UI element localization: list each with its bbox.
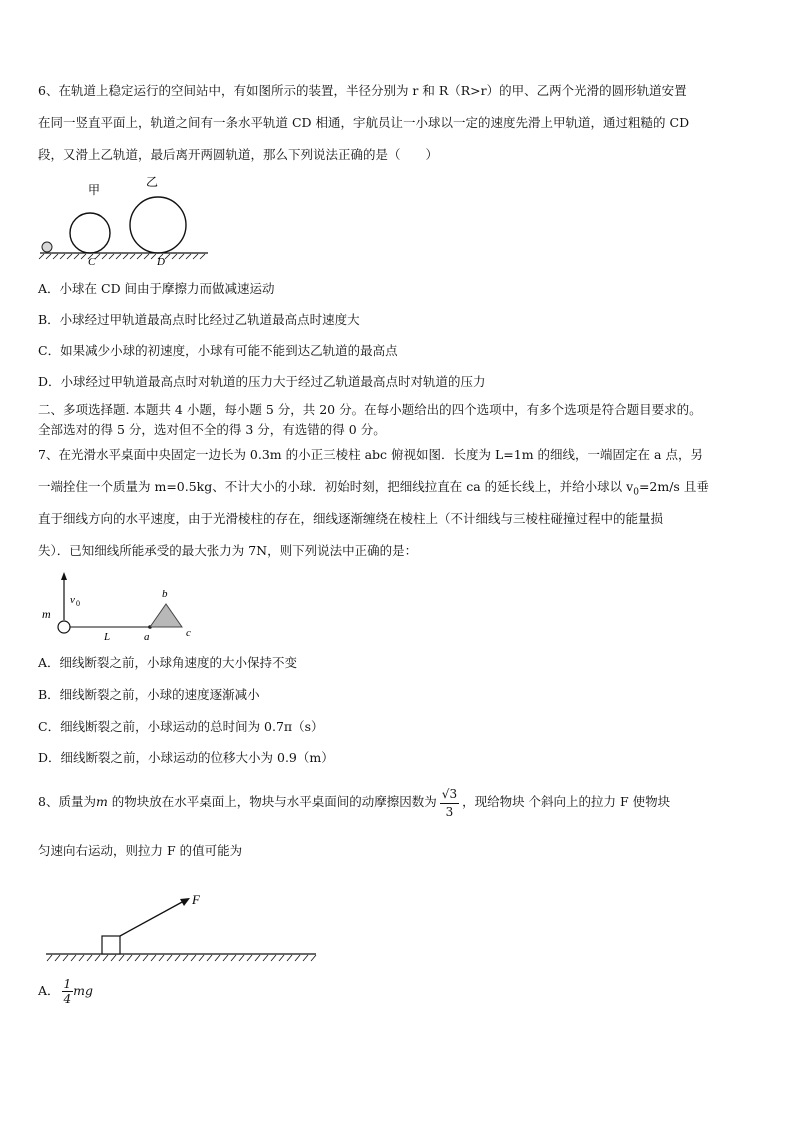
- label-c: C: [88, 256, 96, 268]
- section2-line2: 全部选对的得 5 分，选对但不全的得 3 分，有选错的得 0 分。: [38, 422, 386, 437]
- q6-stem-line3: 段，又滑上乙轨道，最后离开两圆轨道，那么下列说法正确的是（ ）: [38, 147, 439, 162]
- label-a: a: [144, 631, 150, 643]
- q7-stem-line2: 一端拴住一个质量为 m=0.5kg、不计大小的小球．初始时刻，把细线拉直在 ca 的延长线上，并给小球以 $v_0=2m/s$ 且垂: [38, 479, 709, 498]
- triangle-prism: [150, 604, 182, 627]
- label-d: D: [157, 256, 165, 268]
- q7-option-a: A．细线断裂之前，小球角速度的大小保持不变: [38, 655, 298, 670]
- option-a-fraction: $\frac{1}{4}$: [63, 977, 72, 1006]
- label-b: b: [162, 588, 168, 600]
- label-L: L: [104, 631, 111, 643]
- q6-stem-line1: 6、在轨道上稳定运行的空间站中，有如图所示的装置，半径分别为 r 和 R（R>r）的甲、乙两个光滑的圆形轨道安置: [38, 83, 687, 98]
- q7-stem-line3: 直于细线方向的水平速度，由于光滑棱柱的存在，细线逐渐缠绕在棱柱上（不计细线与三棱柱碰撞过程中的能量损: [38, 511, 664, 526]
- q6-stem-line2: 在同一竖直平面上，轨道之间有一条水平轨道 CD 相通，宇航员让一小球以一定的速度先滑上甲轨道，通过粗糙的 CD: [38, 115, 690, 130]
- q6-option-b: B．小球经过甲轨道最高点时比经过乙轨道最高点时速度大: [38, 312, 360, 327]
- section2-line1: 二、多项选择题. 本题共 4 小题，每小题 5 分，共 20 分。在每小题给出的四个选项中，有多个选项是符合题目要求的。: [38, 402, 702, 417]
- label-v-sub: 0: [76, 599, 80, 608]
- q7-option-b: B．细线断裂之前，小球的速度逐渐减小: [38, 687, 260, 702]
- label-F: F: [192, 892, 200, 907]
- label-m: m: [42, 607, 51, 621]
- label-jia: 甲: [88, 183, 101, 197]
- q6-option-c: C．如果减少小球的初速度，小球有可能不能到达乙轨道的最高点: [38, 343, 398, 358]
- block: [102, 936, 120, 954]
- q7-stem-line4: 失）．已知细线所能承受的最大张力为 7N，则下列说法中正确的是：: [38, 543, 418, 558]
- q7-option-c: C．细线断裂之前，小球运动的总时间为 0.7π（s）: [38, 719, 324, 734]
- ball-icon: [42, 242, 52, 252]
- q8-figure: [40, 880, 320, 970]
- track-jia: [70, 213, 110, 253]
- q8-stem-line2: 匀速向右运动，则拉力 F 的值可能为: [38, 843, 243, 858]
- q6-option-a: A．小球在 CD 间由于摩擦力而做减速运动: [38, 281, 275, 296]
- q6-figure: [36, 170, 216, 270]
- track-yi: [130, 197, 186, 253]
- label-c: c: [186, 627, 191, 639]
- q8-stem-line1: 8、质量为m 的物块放在水平桌面上，物块与水平桌面间的动摩擦因数为 $\frac{√3}{3}$ ，现给物块 个斜向上的拉力 F 使物块: [38, 787, 671, 819]
- q8-option-a: A． $\frac{1}{4}$ mg: [38, 977, 94, 1006]
- label-v: v: [70, 594, 75, 606]
- label-yi: 乙: [146, 175, 159, 189]
- q7-stem-line1: 7、在光滑水平桌面中央固定一边长为 0.3m 的小正三棱柱 abc 俯视如图．长度为 L=1m 的细线，一端固定在 a 点，另: [38, 447, 703, 462]
- ball-icon: [58, 621, 70, 633]
- friction-fraction: $\frac{√3}{3}$: [441, 787, 458, 819]
- q6-option-d: D．小球经过甲轨道最高点时对轨道的压力大于经过乙轨道最高点时对轨道的压力: [38, 374, 486, 389]
- q7-figure: [40, 570, 200, 645]
- arrow-up-icon: [61, 572, 67, 580]
- q7-option-d: D．细线断裂之前，小球运动的位移大小为 0.9（m）: [38, 750, 334, 765]
